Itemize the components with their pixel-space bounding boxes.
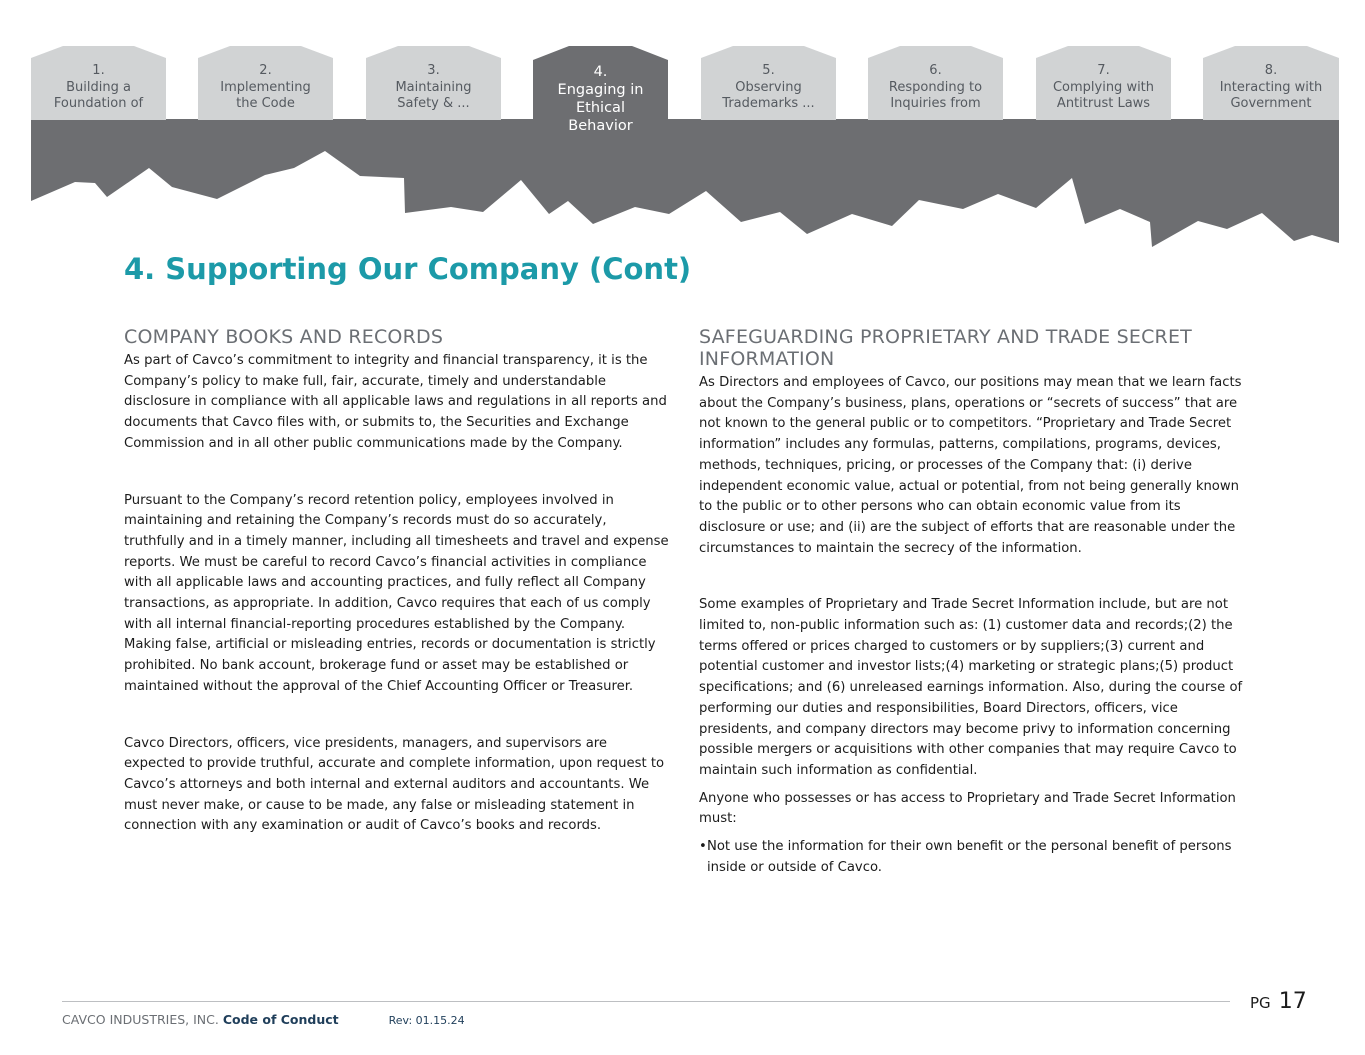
tab-line: Behavior: [568, 118, 633, 134]
paragraph: Pursuant to the Company’s record retention policy, employees involved in maintaining and retaining the Company’s records must do so accurately, truthfully and in a timely manner, including all timesheets and travel and expense reports. We must be careful to record Cavco’s financial activities in compliance with all applicable laws and accounting practices, and fully reflect all Company transactions, as appropriate. In addition, Cavco requires that each of us comply with all internal financial-reporting procedures established by the Company. Making false, artificial or misleading entries, records or documentation is strictly prohibited. No bank account, brokerage fund or asset may be established or maintained without the approval of the Chief Accounting Officer or Treasurer.: [124, 492, 669, 694]
tab-line: Complying with: [1052, 79, 1155, 95]
chapter-tab-7[interactable]: [1036, 46, 1171, 120]
tab-number: 3.: [427, 63, 440, 78]
chapter-tab-8[interactable]: [1203, 46, 1339, 120]
tab-number: 7.: [1097, 63, 1110, 78]
section-heading-trade-secret: SAFEGUARDING PROPRIETARY AND TRADE SECRET INFORMATION: [699, 326, 1192, 370]
tab-line: Government: [1230, 96, 1312, 111]
chapter-tab-6[interactable]: [868, 46, 1003, 120]
paragraph: Anyone who possesses or has access to Proprietary and Trade Secret Information must:: [699, 790, 1236, 827]
tab-line: Observing: [735, 79, 802, 95]
tab-line: Interacting with: [1219, 79, 1323, 95]
paragraph: Some examples of Proprietary and Trade Secret Information include, but are not limited to, non-public information such as: (1) customer data and records;(2) the terms offered or prices charged to customers or by suppliers;(3) current and potential customer and investor lists;(4) marketing or strategic plans;(5) product specifications; and (6) unreleased earnings information. Also, during the course of performing our duties and responsibilities, Board Directors, officers, vice presidents, and company directors may become privy to information concerning possible mergers or acquisitions with other companies that may require Cavco to maintain such information as confidential.: [699, 597, 1243, 778]
chapter-tab-1[interactable]: [31, 46, 166, 120]
tab-line: Inquiries from: [890, 96, 981, 111]
page-title: 4. Supporting Our Company (Cont): [124, 252, 692, 286]
tab-line: Foundation of: [53, 96, 144, 111]
tab-number: 2.: [259, 63, 272, 78]
tab-label: [1036, 46, 1171, 113]
tab-line: Antitrust Laws: [1056, 96, 1151, 111]
tab-line: Building a: [66, 79, 131, 95]
tab-line: the Code: [236, 96, 295, 111]
roofline-silhouette: [0, 0, 1365, 250]
tab-label: [366, 46, 501, 113]
tab-line: Implementing: [220, 79, 311, 95]
section-heading-books-records: COMPANY BOOKS AND RECORDS: [124, 326, 444, 348]
bullet-icon: •: [699, 839, 707, 855]
tab-label: [1203, 46, 1339, 113]
bullet-item: [699, 837, 1247, 878]
footer: [62, 1012, 465, 1027]
tab-line: Maintaining: [395, 79, 472, 95]
bullet-text: Not use the information for their own benefit or the personal benefit of persons inside or outside of Cavco.: [707, 839, 1232, 875]
paragraph: Cavco Directors, officers, vice presidents, managers, and supervisors are expected to provide truthful, accurate and complete information, upon request to Cavco’s attorneys and both internal and external auditors and accountants. We must never make, or cause to be made, any false or misleading statement in connection with any examination or audit of Cavco’s books and records.: [124, 735, 665, 834]
page-number-value: 17: [1278, 989, 1307, 1014]
tab-label: [31, 46, 166, 113]
tab-label: [198, 46, 333, 113]
tab-number: 1.: [92, 63, 105, 78]
footer-divider: [62, 1001, 1230, 1002]
chapter-banner: [0, 0, 1365, 250]
tab-number: 4.: [593, 64, 608, 80]
tab-line: Responding to: [888, 79, 983, 95]
footer-revision: Rev: 01.15.24: [388, 1014, 465, 1027]
tab-line: Trademarks ...: [722, 96, 815, 111]
left-column: [124, 326, 669, 837]
tab-number: 8.: [1264, 63, 1278, 78]
tab-number: 5.: [762, 63, 775, 78]
chapter-tab-3[interactable]: [366, 46, 501, 120]
tab-number: 6.: [929, 63, 942, 78]
chapter-tab-5[interactable]: [701, 46, 836, 120]
chapter-tab-2[interactable]: [198, 46, 333, 120]
tab-label: [533, 46, 668, 135]
tab-label: [701, 46, 836, 113]
tab-label: [868, 46, 1003, 113]
page-label: PG: [1250, 994, 1271, 1012]
footer-document-name: Code of Conduct: [222, 1012, 339, 1027]
tab-line: Engaging in: [557, 82, 644, 98]
page-number: [1250, 989, 1307, 1014]
tab-line: Safety & ...: [397, 96, 470, 111]
right-column: [699, 326, 1247, 878]
footer-company: CAVCO INDUSTRIES, INC.: [62, 1012, 219, 1027]
tab-line: Ethical: [576, 100, 625, 116]
chapter-tab-4-active[interactable]: [533, 46, 668, 138]
paragraph: As Directors and employees of Cavco, our positions may mean that we learn facts about the Company’s business, plans, operations or “secrets of success” that are not known to the general public or to competitors. “Proprietary and Trade Secret information” includes any formulas, patterns, compilations, programs, devices, methods, techniques, pricing, or processes of the Company that: (i) derive independent economic value, actual or potential, from not being generally known to the public or to other persons who can obtain economic value from its disclosure or use; and (ii) are the subject of efforts that are reasonable under the circumstances to maintain the secrecy of the information.: [699, 375, 1242, 556]
paragraph: As part of Cavco’s commitment to integrity and financial transparency, it is the Company’s policy to make full, fair, accurate, timely and understandable disclosure in compliance with all applicable laws and regulations in all reports and documents that Cavco files with, or submits to, the Securities and Exchange Commission and in all other public communications made by the Company.: [124, 353, 667, 451]
